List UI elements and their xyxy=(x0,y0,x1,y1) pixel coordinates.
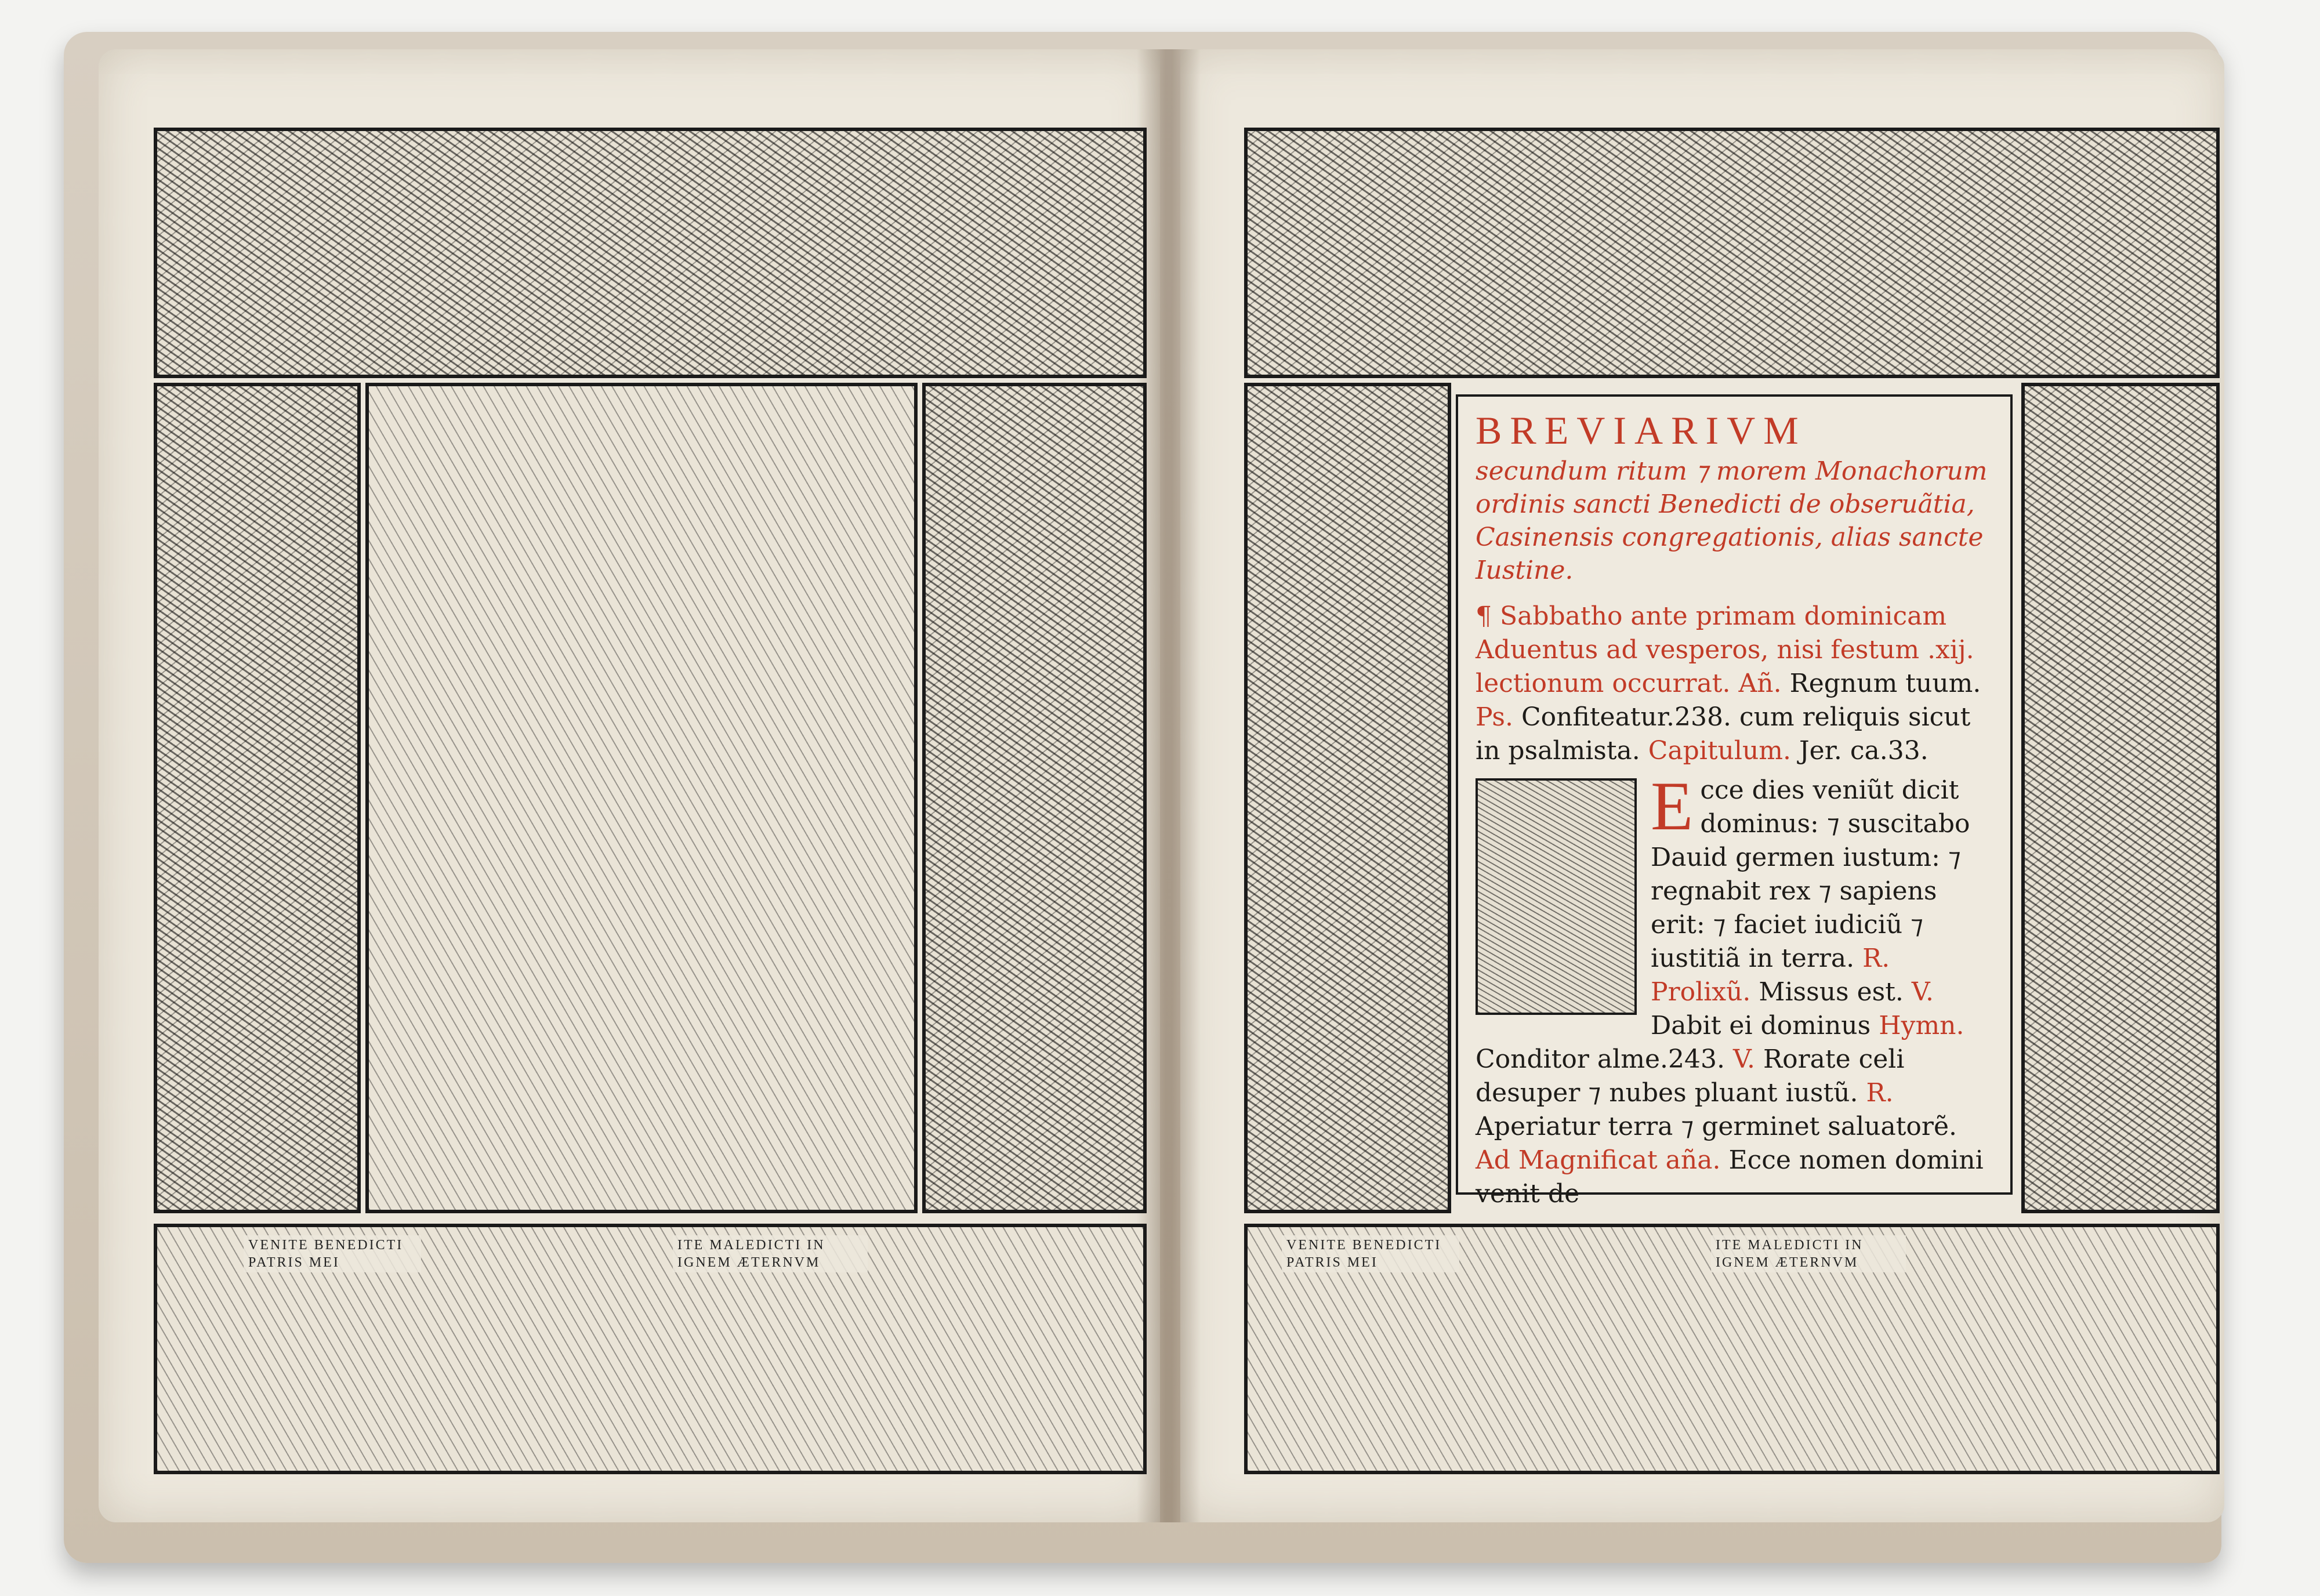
verse2-text: Rorate celi desuper ⁊ nubes pluant iustũ. xyxy=(1476,1044,1905,1108)
magnificat-label: Ad Magnificat aña. xyxy=(1476,1145,1721,1175)
chapter-label: Capitulum. xyxy=(1648,736,1792,766)
responsory-label: R. Prolixũ. xyxy=(1651,944,1890,1007)
right-top-woodcut-last-judgment xyxy=(1244,128,2220,378)
left-side-woodcut-saints xyxy=(154,383,361,1213)
responsory2-label: R. xyxy=(1866,1078,1894,1108)
chapter-ref: Jer. ca.33. xyxy=(1799,736,1928,766)
breviary-text-block xyxy=(1456,394,2013,1209)
responsory2-text: Aperiatur terra ⁊ germinet saluatorẽ. xyxy=(1476,1112,1957,1141)
hymn-text: Conditor alme.243. xyxy=(1476,1044,1725,1074)
right-side-woodcut-crowd xyxy=(2021,383,2220,1213)
reading-paragraph xyxy=(1476,767,1993,1211)
verse2-label: V. xyxy=(1732,1044,1756,1074)
right-banner-caption-blessed: VENITE BENEDICTI PATRIS MEI xyxy=(1282,1235,1459,1272)
responsory-text: Missus est. xyxy=(1759,977,1904,1007)
page-subtitle: secundum ritum ⁊ morem Monachorum ordinis sancti Benedicti de obseruãtia, Casinensis congregationis, alias sancte Iustine. xyxy=(1476,456,1988,585)
right-side-woodcut-saints xyxy=(1244,383,1451,1213)
antiphon-label: Añ. xyxy=(1738,669,1782,698)
left-top-woodcut-last-judgment xyxy=(154,128,1147,378)
page-title: BREVIARIVM xyxy=(1476,408,1807,452)
annunciation-inset-woodcut xyxy=(1476,778,1637,1015)
left-banner-caption-blessed: VENITE BENEDICTI PATRIS MEI xyxy=(244,1235,421,1272)
psalm-label: Ps. xyxy=(1476,702,1513,732)
reading-text: cce dies veniũt dicit dominus: ⁊ suscitabo Dauid germen iustum: ⁊ regnabit rex ⁊ sapiens erit: ⁊ faciet iudiciũ ⁊ iustitiã in terra. xyxy=(1651,775,1970,973)
right-banner-caption-cursed: ITE MALEDICTI IN IGNEM ÆTERNVM xyxy=(1711,1235,1906,1272)
verse-text: Dabit ei dominus xyxy=(1651,1011,1871,1040)
left-center-woodcut-annunciation xyxy=(365,383,918,1213)
pilcrow-icon: ¶ xyxy=(1476,601,1500,631)
rubric-paragraph xyxy=(1476,600,1993,768)
rubric-text: Sabbatho ante primam dominicam Aduentus ad vesperos, nisi festum .xij. lectionum occurrat. xyxy=(1476,601,1974,698)
magnificat-text: Ecce nomen domini venit de xyxy=(1476,1145,1984,1209)
left-banner-caption-cursed: ITE MALEDICTI IN IGNEM ÆTERNVM xyxy=(673,1235,868,1272)
psalm-text: Confiteatur.238. cum reliquis sicut in psalmista. xyxy=(1476,702,1971,766)
hymn-label: Hymn. xyxy=(1879,1011,1964,1040)
antiphon-text: Regnum tuum. xyxy=(1789,669,1981,698)
left-side-woodcut-crowd xyxy=(922,383,1147,1213)
decorated-initial: E xyxy=(1651,767,1694,844)
verse-label: V. xyxy=(1911,977,1934,1007)
